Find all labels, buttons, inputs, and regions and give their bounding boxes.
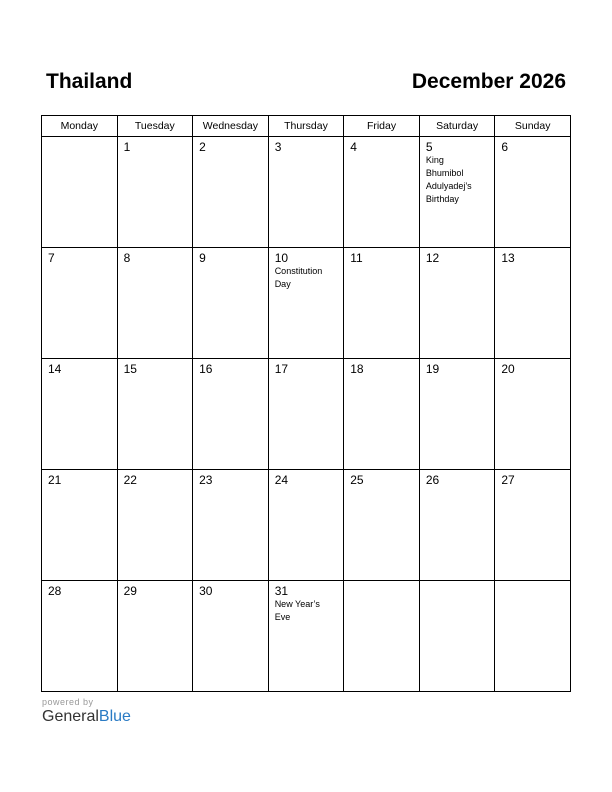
day-cell <box>42 581 118 692</box>
day-cell-content <box>193 470 268 490</box>
day-cell <box>419 470 495 581</box>
day-cell-content <box>344 470 419 490</box>
holiday-label: Adulyadej’s <box>425 181 472 191</box>
day-cell-content <box>420 137 495 209</box>
weekday-wednesday: Wednesday <box>193 116 269 137</box>
day-cell <box>419 359 495 470</box>
calendar-grid <box>41 115 571 692</box>
day-cell-content <box>118 248 193 268</box>
day-cell-content <box>420 248 495 268</box>
day-number: 26 <box>425 473 440 487</box>
footer <box>42 697 131 726</box>
holiday-label: Birthday <box>425 194 459 204</box>
day-cell-content <box>42 470 117 490</box>
day-cell-content <box>420 470 495 490</box>
day-number: 11 <box>350 251 363 265</box>
day-cell <box>117 581 193 692</box>
day-number: 21 <box>48 473 62 487</box>
day-cell <box>268 581 344 692</box>
day-cell-content <box>269 470 344 490</box>
day-cell <box>42 470 118 581</box>
day-number: 4 <box>350 140 357 154</box>
holiday-label: Bhumibol <box>425 168 464 178</box>
day-number: 30 <box>199 584 213 598</box>
day-cell-content <box>193 359 268 379</box>
day-number: 13 <box>501 251 515 265</box>
day-cell-content <box>118 359 193 379</box>
day-cell <box>42 359 118 470</box>
day-cell-content <box>193 581 268 601</box>
brand-general: General <box>42 708 99 725</box>
day-cell-content <box>193 137 268 157</box>
day-cell <box>117 137 193 248</box>
day-cell <box>42 137 118 248</box>
day-number: 1 <box>123 140 131 154</box>
day-cell-content <box>420 581 495 587</box>
week-row <box>42 470 571 581</box>
day-cell <box>419 248 495 359</box>
day-number: 12 <box>425 251 440 265</box>
day-number: 9 <box>199 251 206 265</box>
day-cell-content <box>193 248 268 268</box>
day-number: 27 <box>501 473 515 487</box>
day-number: 19 <box>425 362 440 376</box>
day-number: 14 <box>48 362 62 376</box>
day-cell-content <box>118 581 193 601</box>
day-number: 6 <box>501 140 509 154</box>
day-cell-content <box>42 581 117 601</box>
day-number: 25 <box>350 473 364 487</box>
day-number: 3 <box>274 140 282 154</box>
day-cell <box>495 470 571 581</box>
weekday-friday: Friday <box>344 116 420 137</box>
week-row <box>42 248 571 359</box>
week-row <box>42 581 571 692</box>
day-cell <box>193 248 269 359</box>
weekday-tuesday: Tuesday <box>117 116 193 137</box>
day-number: 28 <box>48 584 62 598</box>
powered-by-text: powered by <box>42 697 94 707</box>
day-cell-content <box>269 581 344 627</box>
day-cell <box>193 581 269 692</box>
weekday-monday: Monday <box>42 116 118 137</box>
day-cell-content <box>269 137 344 157</box>
holiday-label: Eve <box>274 612 291 622</box>
weekday-saturday: Saturday <box>419 116 495 137</box>
day-cell-content <box>495 248 570 268</box>
month-title: December 2026 <box>411 70 566 93</box>
day-cell <box>344 248 420 359</box>
day-cell <box>268 470 344 581</box>
day-cell-content <box>344 248 419 268</box>
day-number: 29 <box>123 584 137 598</box>
day-cell <box>117 248 193 359</box>
weekday-thursday: Thursday <box>268 116 344 137</box>
day-cell-content <box>344 137 419 157</box>
day-cell <box>495 137 571 248</box>
day-cell-content <box>495 137 570 157</box>
day-cell <box>268 248 344 359</box>
week-row <box>42 137 571 248</box>
day-cell <box>419 581 495 692</box>
day-number: 5 <box>425 140 433 154</box>
day-cell <box>495 581 571 692</box>
day-cell <box>344 359 420 470</box>
day-number: 23 <box>199 473 213 487</box>
day-number: 10 <box>274 251 289 265</box>
day-number: 7 <box>48 251 55 265</box>
day-cell-content <box>344 581 419 587</box>
day-number: 8 <box>123 251 131 265</box>
day-cell <box>419 137 495 248</box>
weekday-sunday: Sunday <box>495 116 571 137</box>
holiday-label: New Year’s <box>274 599 320 609</box>
day-cell-content <box>118 137 193 157</box>
day-cell <box>495 248 571 359</box>
day-cell <box>193 359 269 470</box>
day-number: 22 <box>123 473 137 487</box>
day-cell <box>495 359 571 470</box>
day-cell-content <box>269 359 344 379</box>
holiday-label: King <box>425 155 444 165</box>
brand-logo <box>42 708 131 726</box>
weekday-header-row <box>42 116 571 137</box>
country-title: Thailand <box>46 70 133 93</box>
day-number: 20 <box>501 362 515 376</box>
holiday-label: Day <box>274 279 291 289</box>
day-cell-content <box>42 137 117 143</box>
day-number: 2 <box>199 140 206 154</box>
day-cell-content <box>42 359 117 379</box>
day-cell <box>42 248 118 359</box>
day-number: 17 <box>274 362 289 376</box>
day-cell-content <box>495 470 570 490</box>
day-cell-content <box>269 248 344 294</box>
week-row <box>42 359 571 470</box>
day-cell <box>268 359 344 470</box>
day-number: 15 <box>123 362 137 376</box>
day-number: 16 <box>199 362 213 376</box>
brand-blue: Blue <box>98 708 131 725</box>
day-cell <box>193 470 269 581</box>
day-cell <box>344 137 420 248</box>
day-cell <box>344 470 420 581</box>
day-cell-content <box>344 359 419 379</box>
day-cell <box>193 137 269 248</box>
day-cell-content <box>420 359 495 379</box>
day-cell <box>344 581 420 692</box>
day-cell-content <box>495 359 570 379</box>
day-cell <box>268 137 344 248</box>
day-cell-content <box>118 470 193 490</box>
holiday-label: Constitution <box>274 266 323 276</box>
day-cell <box>117 470 193 581</box>
day-cell-content <box>42 248 117 268</box>
day-number: 18 <box>350 362 364 376</box>
day-cell <box>117 359 193 470</box>
day-number: 24 <box>274 473 289 487</box>
calendar-body <box>42 137 571 692</box>
calendar-header <box>42 70 570 100</box>
day-number: 31 <box>274 584 289 598</box>
day-cell-content <box>495 581 570 587</box>
